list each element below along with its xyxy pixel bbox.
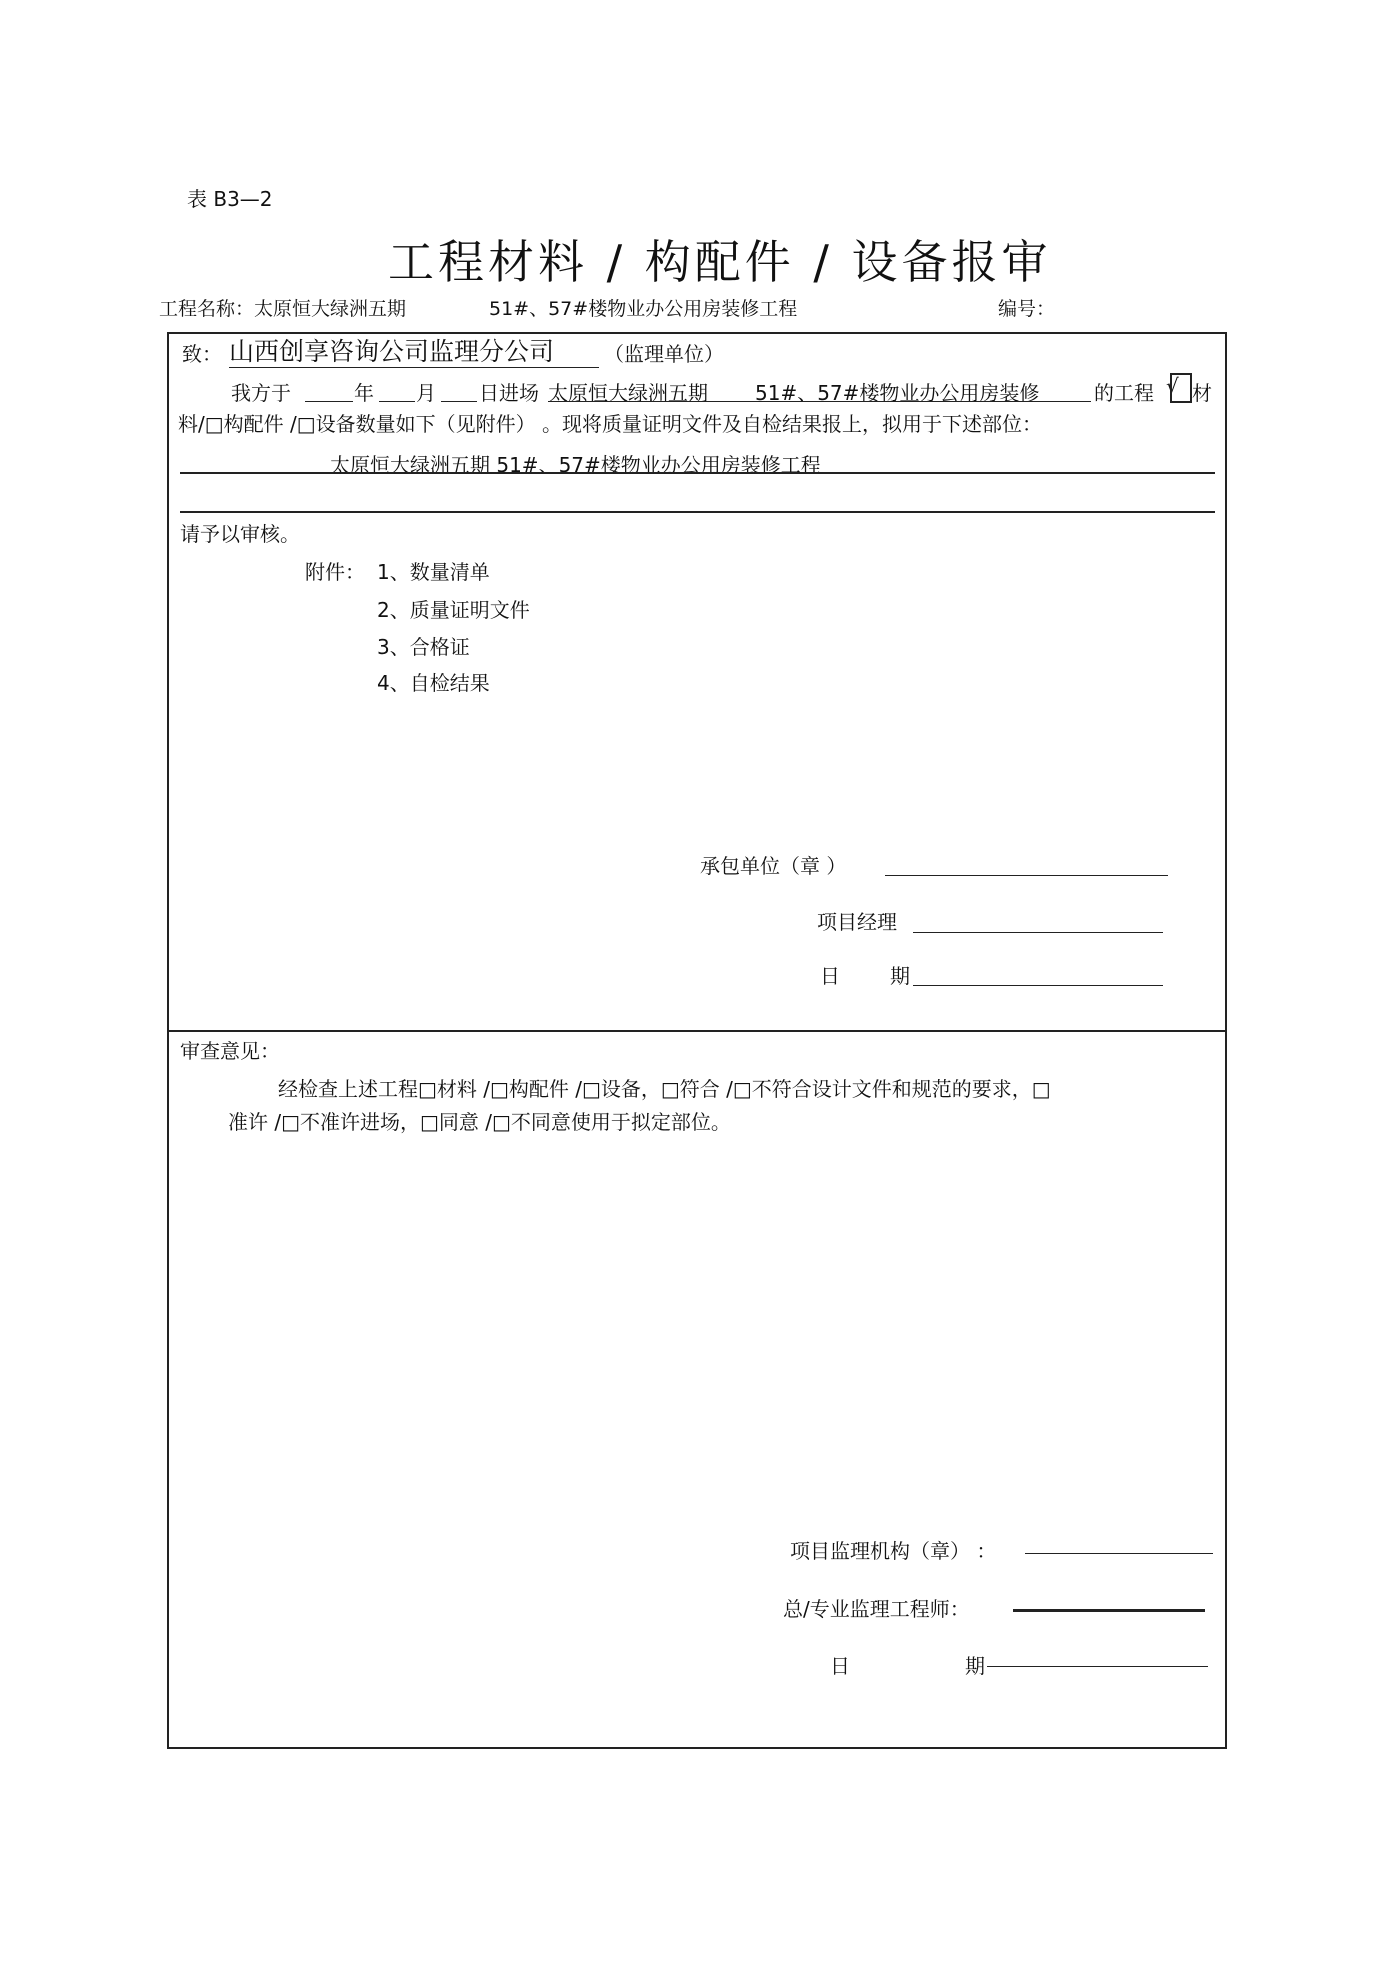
review-date-label-2: 期 — [965, 1654, 985, 1678]
review-label: 审查意见： — [180, 1039, 280, 1063]
month-blank[interactable] — [379, 401, 415, 402]
review-line2: 准许 /□不准许进场，□同意 /□不同意使用于拟定部位。 — [228, 1110, 731, 1134]
table-code: 表 B3—2 — [187, 187, 273, 211]
date-label-1: 日 — [820, 964, 840, 988]
engineer-signature-line[interactable] — [1013, 1609, 1205, 1612]
supervisor-unit-underline — [229, 367, 599, 368]
line1-year: 年 — [354, 381, 374, 405]
project-name-rest: 51#、57#楼物业办公用房装修工程 — [489, 298, 798, 320]
attachments-label: 附件： — [305, 560, 365, 584]
to-label: 致： — [182, 342, 222, 366]
number-label: 编号： — [998, 298, 1056, 320]
date-line[interactable] — [913, 985, 1163, 986]
location-underline — [180, 472, 1215, 474]
date-label-2: 期 — [890, 964, 910, 988]
line1-we: 我方于 — [231, 381, 291, 405]
location-text: 太原恒大绿洲五期 51#、57#楼物业办公用房装修工程 — [330, 453, 821, 477]
manager-label: 项目经理 — [817, 910, 897, 934]
attachment-item: 2、质量证明文件 — [377, 598, 530, 622]
org-signature-line[interactable] — [1025, 1553, 1213, 1554]
check-mark: √ — [1166, 374, 1179, 398]
line1-month: 月 — [416, 381, 436, 405]
line1-project: 太原恒大绿洲五期 — [548, 381, 708, 405]
line1-of: 的工程 — [1094, 381, 1154, 405]
review-date-label-1: 日 — [830, 1654, 850, 1678]
material-checkbox[interactable] — [1170, 373, 1192, 403]
project-name-label: 工程名称：太原恒大绿洲五期 — [159, 298, 407, 320]
org-label: 项目监理机构（章） ： — [790, 1539, 997, 1563]
page-title: 工程材料 / 构配件 / 设备报审 — [388, 235, 1052, 289]
form-frame — [167, 332, 1227, 1749]
contractor-signature-line[interactable] — [885, 875, 1168, 876]
location-second-line — [180, 511, 1215, 513]
supervisor-unit: 山西创享咨询公司监理分公司 — [229, 337, 555, 366]
engineer-label: 总/专业监理工程师： — [783, 1597, 970, 1621]
request-text: 请予以审核。 — [180, 522, 300, 546]
project-underline — [548, 401, 1091, 402]
review-date-line[interactable] — [987, 1666, 1208, 1667]
section-divider — [167, 1030, 1227, 1032]
line2-text: 料/□构配件 /□设备数量如下（见附件） 。现将质量证明文件及自检结果报上，拟用于下述部位： — [178, 412, 1042, 436]
line1-project-b: 51#、57#楼物业办公用房装修 — [755, 381, 1040, 405]
attachment-item: 3、合格证 — [377, 635, 470, 659]
contractor-label: 承包单位（章 ） — [700, 854, 847, 878]
year-blank[interactable] — [305, 401, 353, 402]
review-line1: 经检查上述工程□材料 /□构配件 /□设备，□符合 /□不符合设计文件和规范的要求，□ — [278, 1077, 1051, 1101]
manager-signature-line[interactable] — [913, 932, 1163, 933]
line1-day-enter: 日进场 — [479, 381, 539, 405]
attachment-item: 1、数量清单 — [377, 560, 490, 584]
attachment-item: 4、自检结果 — [377, 671, 490, 695]
line1-material: 材 — [1192, 381, 1212, 405]
supervisor-unit-suffix: （监理单位） — [604, 342, 724, 366]
day-blank[interactable] — [441, 401, 477, 402]
